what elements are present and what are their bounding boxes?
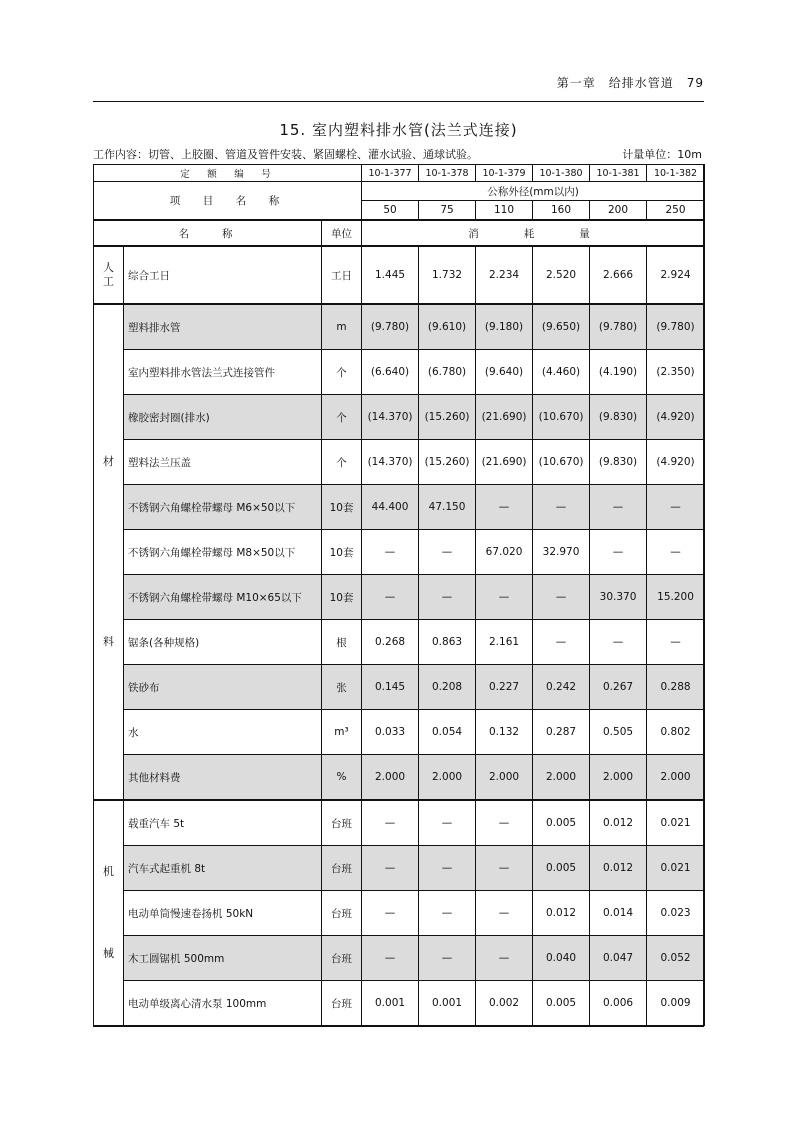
consumption-value: — (419, 575, 476, 620)
consumption-value: 67.020 (476, 530, 533, 575)
consumption-value: (15.260) (419, 395, 476, 440)
item-unit: 张 (322, 665, 362, 710)
category-material (94, 304, 124, 800)
consumption-value: 0.021 (647, 800, 705, 846)
spec-row (94, 182, 705, 201)
work-content-line (93, 146, 704, 162)
consumption-value: 0.005 (533, 846, 590, 891)
item-name: 其他材料费 (124, 755, 322, 801)
consumption-value: 2.000 (476, 755, 533, 801)
spec-label: 公称外径(mm以内) (362, 182, 705, 201)
consumption-value: 0.802 (647, 710, 705, 755)
quota-code: 10-1-380 (533, 165, 590, 182)
machine-row (94, 936, 705, 981)
consumption-value: 0.242 (533, 665, 590, 710)
item-unit: 10套 (322, 575, 362, 620)
item-name: 塑料法兰压盖 (124, 440, 322, 485)
consumption-value: 0.014 (590, 891, 647, 936)
category-labor (94, 246, 124, 304)
consumption-value: — (476, 575, 533, 620)
item-unit: % (322, 755, 362, 801)
consumption-value: — (533, 485, 590, 530)
column-header-row (94, 220, 705, 246)
consumption-value: 0.287 (533, 710, 590, 755)
item-name: 橡胶密封圈(排水) (124, 395, 322, 440)
consumption-value: (4.920) (647, 440, 705, 485)
consumption-value: 0.132 (476, 710, 533, 755)
item-unit: 台班 (322, 981, 362, 1026)
consumption-value: (9.780) (647, 304, 705, 350)
consumption-value: 0.505 (590, 710, 647, 755)
item-name: 室内塑料排水管法兰式连接管件 (124, 350, 322, 395)
item-unit: m (322, 304, 362, 350)
item-unit: 个 (322, 440, 362, 485)
quota-table (93, 164, 705, 1026)
consumption-value: (14.370) (362, 395, 419, 440)
consumption-value: 0.863 (419, 620, 476, 665)
consumption-value: (4.190) (590, 350, 647, 395)
consumption-value: (9.780) (362, 304, 419, 350)
machine-row (94, 800, 705, 846)
consumption-value: (6.640) (362, 350, 419, 395)
item-unit: 工日 (322, 246, 362, 304)
consumption-value: 0.054 (419, 710, 476, 755)
item-name: 塑料排水管 (124, 304, 322, 350)
consumption-value: — (590, 530, 647, 575)
quota-code: 10-1-377 (362, 165, 419, 182)
consumption-value: — (362, 530, 419, 575)
item-name: 木工圆锯机 500mm (124, 936, 322, 981)
consumption-value: — (419, 846, 476, 891)
item-name: 电动单筒慢速卷扬机 50kN (124, 891, 322, 936)
consumption-value: (4.460) (533, 350, 590, 395)
consumption-value: (6.780) (419, 350, 476, 395)
consumption-value: (9.830) (590, 440, 647, 485)
item-unit: m³ (322, 710, 362, 755)
consumption-value: 0.208 (419, 665, 476, 710)
consumption-value: 0.268 (362, 620, 419, 665)
consumption-value: 44.400 (362, 485, 419, 530)
consumption-value: 2.666 (590, 246, 647, 304)
item-name: 水 (124, 710, 322, 755)
consumption-value: (21.690) (476, 440, 533, 485)
item-unit: 10套 (322, 485, 362, 530)
header-rule (93, 101, 704, 102)
material-row (94, 350, 705, 395)
item-name: 不锈钢六角螺栓带螺母 M8×50以下 (124, 530, 322, 575)
consumption-value: — (533, 575, 590, 620)
material-row (94, 395, 705, 440)
consumption-value: 0.145 (362, 665, 419, 710)
consumption-value: — (362, 846, 419, 891)
consumption-value: (15.260) (419, 440, 476, 485)
item-unit: 台班 (322, 936, 362, 981)
consumption-value: 2.000 (590, 755, 647, 801)
consumption-value: — (476, 846, 533, 891)
consumption-value: 0.227 (476, 665, 533, 710)
category-machine (94, 800, 124, 1026)
item-name: 汽车式起重机 8t (124, 846, 322, 891)
diameter-value: 50 (362, 201, 419, 221)
consumption-value: — (476, 800, 533, 846)
quota-number-label: 定 额 编 号 (94, 165, 362, 182)
material-row (94, 665, 705, 710)
consumption-value: 0.002 (476, 981, 533, 1026)
diameter-value: 160 (533, 201, 590, 221)
consumption-value: 0.288 (647, 665, 705, 710)
consumption-value: (14.370) (362, 440, 419, 485)
consumption-value: (21.690) (476, 395, 533, 440)
item-name-label: 项 目 名 称 (94, 182, 362, 221)
consumption-value: 0.047 (590, 936, 647, 981)
quota-code: 10-1-378 (419, 165, 476, 182)
item-name: 综合工日 (124, 246, 322, 304)
consumption-value: (9.830) (590, 395, 647, 440)
consumption-value: 0.012 (590, 800, 647, 846)
consumption-value: — (362, 800, 419, 846)
consumption-value: 0.009 (647, 981, 705, 1026)
consumption-value: — (419, 936, 476, 981)
consumption-value: — (419, 530, 476, 575)
item-unit: 10套 (322, 530, 362, 575)
consumption-value: — (647, 530, 705, 575)
material-row (94, 710, 705, 755)
consumption-value: 2.924 (647, 246, 705, 304)
consumption-value: — (476, 891, 533, 936)
consumption-value: 0.006 (590, 981, 647, 1026)
category-label: 机械 (103, 865, 114, 960)
consumption-value: 2.000 (647, 755, 705, 801)
quota-code: 10-1-379 (476, 165, 533, 182)
consumption-value: 0.040 (533, 936, 590, 981)
item-name: 载重汽车 5t (124, 800, 322, 846)
material-row (94, 575, 705, 620)
consumption-value: 2.000 (419, 755, 476, 801)
category-label: 人工 (103, 261, 114, 288)
consumption-value: 2.161 (476, 620, 533, 665)
consumption-value: (9.640) (476, 350, 533, 395)
consumption-value: — (419, 800, 476, 846)
material-row (94, 440, 705, 485)
item-name: 不锈钢六角螺栓带螺母 M10×65以下 (124, 575, 322, 620)
consumption-value: (9.650) (533, 304, 590, 350)
consumption-value: 0.033 (362, 710, 419, 755)
quota-code: 10-1-381 (590, 165, 647, 182)
item-unit: 根 (322, 620, 362, 665)
diameter-value: 200 (590, 201, 647, 221)
category-label: 材料 (103, 455, 114, 648)
consumption-value: 0.001 (362, 981, 419, 1026)
unit-column-label: 单位 (322, 220, 362, 246)
item-unit: 个 (322, 395, 362, 440)
consumption-value: — (362, 891, 419, 936)
consumption-value: 1.445 (362, 246, 419, 304)
labor-row (94, 246, 705, 304)
quota-number-row (94, 165, 705, 182)
consumption-value: 2.520 (533, 246, 590, 304)
item-unit: 台班 (322, 800, 362, 846)
item-name: 不锈钢六角螺栓带螺母 M6×50以下 (124, 485, 322, 530)
material-row (94, 755, 705, 801)
item-unit: 台班 (322, 891, 362, 936)
consumption-value: — (362, 575, 419, 620)
consumption-value: 0.001 (419, 981, 476, 1026)
material-row (94, 530, 705, 575)
diameter-value: 75 (419, 201, 476, 221)
consumption-value: 0.012 (590, 846, 647, 891)
material-row (94, 485, 705, 530)
work-content: 工作内容：切管、上胶圈、管道及管件安装、紧固螺栓、灌水试验、通球试验。 (93, 148, 478, 161)
consumption-value: (9.610) (419, 304, 476, 350)
consumption-value: 0.021 (647, 846, 705, 891)
running-header (93, 74, 704, 96)
consumption-value: 30.370 (590, 575, 647, 620)
consumption-label: 消 耗 量 (362, 220, 705, 246)
consumption-value: — (590, 485, 647, 530)
consumption-value: — (419, 891, 476, 936)
consumption-value: 0.005 (533, 981, 590, 1026)
consumption-value: 47.150 (419, 485, 476, 530)
quota-code: 10-1-382 (647, 165, 705, 182)
consumption-value: — (647, 485, 705, 530)
consumption-value: 2.000 (362, 755, 419, 801)
consumption-value: (10.670) (533, 395, 590, 440)
consumption-value: 1.732 (419, 246, 476, 304)
material-row (94, 620, 705, 665)
consumption-value: 15.200 (647, 575, 705, 620)
item-unit: 台班 (322, 846, 362, 891)
consumption-value: 2.234 (476, 246, 533, 304)
machine-row (94, 846, 705, 891)
consumption-value: — (476, 936, 533, 981)
consumption-value: 0.012 (533, 891, 590, 936)
consumption-value: — (590, 620, 647, 665)
consumption-value: 0.267 (590, 665, 647, 710)
consumption-value: (9.180) (476, 304, 533, 350)
material-row (94, 304, 705, 350)
consumption-value: 0.023 (647, 891, 705, 936)
diameter-value: 250 (647, 201, 705, 221)
consumption-value: (4.920) (647, 395, 705, 440)
item-name: 电动单级离心清水泵 100mm (124, 981, 322, 1026)
name-column-label: 名 称 (94, 220, 322, 246)
consumption-value: — (476, 485, 533, 530)
item-unit: 个 (322, 350, 362, 395)
chapter-title: 第一章 给排水管道 79 (556, 76, 704, 90)
consumption-value: 32.970 (533, 530, 590, 575)
consumption-value: — (362, 936, 419, 981)
diameter-value: 110 (476, 201, 533, 221)
consumption-value: 0.052 (647, 936, 705, 981)
consumption-value: 0.005 (533, 800, 590, 846)
item-name: 锯条(各种规格) (124, 620, 322, 665)
consumption-value: 2.000 (533, 755, 590, 801)
consumption-value: (10.670) (533, 440, 590, 485)
machine-row (94, 891, 705, 936)
section-title: 15. 室内塑料排水管(法兰式连接) (279, 121, 518, 139)
consumption-value: (2.350) (647, 350, 705, 395)
measurement-unit: 计量单位：10m (622, 148, 702, 161)
item-name: 铁砂布 (124, 665, 322, 710)
machine-row (94, 981, 705, 1026)
consumption-value: — (533, 620, 590, 665)
consumption-value: — (647, 620, 705, 665)
consumption-value: (9.780) (590, 304, 647, 350)
